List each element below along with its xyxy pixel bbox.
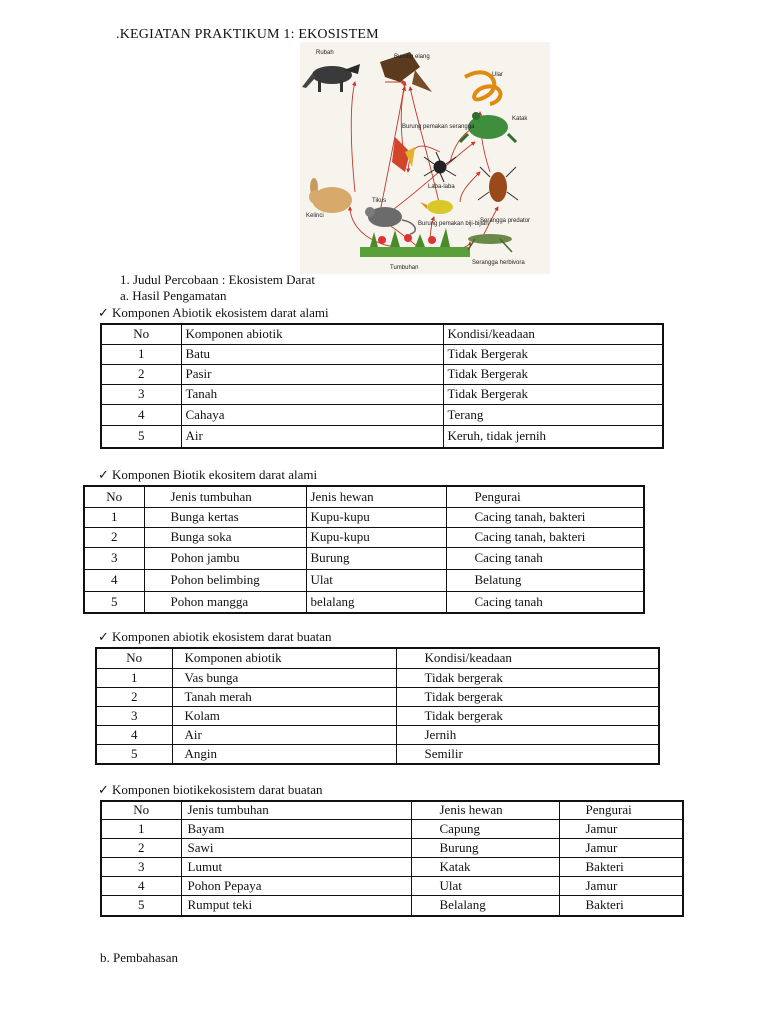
header-cell: Jenis tumbuhan [181, 801, 411, 819]
table-cell: Katak [411, 857, 559, 876]
food-web-diagram [300, 42, 550, 274]
table-cell: Kupu-kupu [306, 507, 446, 527]
table-row [101, 819, 683, 838]
table-cell: Angin [172, 744, 396, 764]
table-cell: 4 [101, 404, 181, 425]
table-header-row [96, 648, 659, 668]
table-abiotik-buatan [95, 647, 660, 765]
label-burung-elang: Burung elang [394, 54, 430, 60]
rat-illustration [365, 207, 415, 234]
table-cell: Tidak Bergerak [443, 364, 663, 384]
table-row [96, 706, 659, 725]
table-cell: Tidak Bergerak [443, 384, 663, 404]
section1-heading [98, 305, 329, 321]
table-cell: Belatung [446, 569, 644, 591]
table-cell: Cacing tanah [446, 547, 644, 569]
header-cell: Komponen abiotik [181, 324, 443, 344]
header-cell: No [96, 648, 172, 668]
table-cell: Keruh, tidak jernih [443, 425, 663, 448]
header-cell: Jenis hewan [306, 486, 446, 507]
table-cell: 1 [101, 344, 181, 364]
table-cell: Bakteri [559, 895, 683, 916]
table-row [101, 876, 683, 895]
section2-heading [98, 467, 317, 483]
table-cell: Bunga kertas [144, 507, 306, 527]
table-row [84, 527, 644, 547]
table-row [101, 895, 683, 916]
label-ular: Ular [492, 72, 504, 78]
header-cell: Jenis hewan [411, 801, 559, 819]
food-web-figure [300, 42, 550, 274]
label-laba-laba: Laba-laba [428, 184, 455, 190]
section2-heading-text: Komponen Biotik ekositem darat alami [112, 467, 318, 482]
label-rubah: Rubah [316, 50, 334, 56]
header-cell: No [101, 801, 181, 819]
table-row [96, 744, 659, 764]
plants-illustration [360, 228, 470, 257]
table-cell: 2 [101, 838, 181, 857]
table-row [84, 547, 644, 569]
table-cell: Tidak bergerak [396, 668, 659, 687]
checkmark-icon: ✓ [98, 782, 109, 797]
table-cell: Jamur [559, 876, 683, 895]
table-row [84, 569, 644, 591]
header-cell: No [84, 486, 144, 507]
pembahasan-heading: b. Pembahasan [100, 950, 178, 965]
table-cell: Tidak Bergerak [443, 344, 663, 364]
table-cell: Jernih [396, 725, 659, 744]
section3-heading-text: Komponen abiotik ekosistem darat buatan [112, 629, 332, 644]
grasshopper-illustration [468, 234, 512, 252]
table-cell: Pohon Pepaya [181, 876, 411, 895]
table-cell: 2 [96, 687, 172, 706]
table-cell: 1 [96, 668, 172, 687]
label-tikus: Tikus [372, 198, 387, 204]
table-cell: Terang [443, 404, 663, 425]
label-serangga-herbivora: Serangga herbivora [472, 260, 525, 266]
table-cell: 2 [101, 364, 181, 384]
table-cell: Tidak bergerak [396, 706, 659, 725]
table-cell: 5 [84, 591, 144, 613]
table-cell: 4 [84, 569, 144, 591]
table-cell: 3 [101, 384, 181, 404]
table-row [101, 838, 683, 857]
table-cell: 2 [84, 527, 144, 547]
table-row [84, 507, 644, 527]
table-cell: Ulat [306, 569, 446, 591]
header-cell: Komponen abiotik [172, 648, 396, 668]
table-cell: Bunga soka [144, 527, 306, 547]
predator-beetle-illustration [478, 167, 518, 202]
table-cell: Jamur [559, 838, 683, 857]
table-cell: 3 [84, 547, 144, 569]
table-cell: 3 [101, 857, 181, 876]
table-cell: Kupu-kupu [306, 527, 446, 547]
page-title: .KEGIATAN PRAKTIKUM 1: EKOSISTEM [116, 27, 379, 42]
label-kelinci: Kelinci [306, 213, 324, 219]
header-cell: Pengurai [446, 486, 644, 507]
section4-heading-text: Komponen biotikekosistem darat buatan [112, 782, 323, 797]
table-cell: 4 [101, 876, 181, 895]
label-serangga-predator: Serangga predator [480, 218, 531, 224]
section1-heading-text: Komponen Abiotik ekosistem darat alami [112, 305, 329, 320]
table-cell: Belalang [411, 895, 559, 916]
table-cell: Sawi [181, 838, 411, 857]
table-row [101, 364, 663, 384]
label-burung-pemakan-serangga: Burung pemakan serangga [402, 124, 475, 130]
table-cell: Pohon belimbing [144, 569, 306, 591]
table-cell: Burung [306, 547, 446, 569]
checkmark-icon: ✓ [98, 629, 109, 644]
table-row [101, 404, 663, 425]
table-cell: Burung [411, 838, 559, 857]
table-cell: Capung [411, 819, 559, 838]
seed-bird-illustration [420, 200, 453, 214]
header-cell: No [101, 324, 181, 344]
table-row [96, 725, 659, 744]
header-cell: Kondisi/keadaan [443, 324, 663, 344]
table-header-row [101, 801, 683, 819]
header-cell: Jenis tumbuhan [144, 486, 306, 507]
hasil-pengamatan: a. Hasil Pengamatan [120, 288, 227, 303]
table-row [101, 344, 663, 364]
checkmark-icon: ✓ [98, 305, 109, 320]
table-row [101, 384, 663, 404]
table-cell: Cacing tanah [446, 591, 644, 613]
table-cell: Pohon jambu [144, 547, 306, 569]
table-row [96, 668, 659, 687]
table-biotik-buatan [100, 800, 684, 917]
table-cell: 5 [101, 895, 181, 916]
table-biotik-alami [83, 485, 645, 614]
table-cell: Kolam [172, 706, 396, 725]
table-cell: 5 [96, 744, 172, 764]
table-cell: Jamur [559, 819, 683, 838]
table-cell: Rumput teki [181, 895, 411, 916]
table-cell: Batu [181, 344, 443, 364]
header-cell: Pengurai [559, 801, 683, 819]
table-cell: Air [181, 425, 443, 448]
table-row [84, 591, 644, 613]
table-row [96, 687, 659, 706]
table-cell: Tidak bergerak [396, 687, 659, 706]
table-cell: Bayam [181, 819, 411, 838]
table-cell: 1 [101, 819, 181, 838]
table-cell: Pohon mangga [144, 591, 306, 613]
table-cell: Cacing tanah, bakteri [446, 507, 644, 527]
insectivore-bird-illustration [392, 137, 415, 172]
label-katak: Katak [512, 116, 528, 122]
section4-heading [98, 782, 322, 798]
table-cell: Cacing tanah, bakteri [446, 527, 644, 547]
table-cell: Cahaya [181, 404, 443, 425]
table-header-row [84, 486, 644, 507]
table-abiotik-alami [100, 323, 664, 449]
table-cell: Tanah merah [172, 687, 396, 706]
checkmark-icon: ✓ [98, 467, 109, 482]
header-cell: Kondisi/keadaan [396, 648, 659, 668]
table-cell: 5 [101, 425, 181, 448]
table-row [101, 857, 683, 876]
table-cell: belalang [306, 591, 446, 613]
table-cell: Lumut [181, 857, 411, 876]
judul-percobaan: 1. Judul Percobaan : Ekosistem Darat [120, 272, 315, 287]
fox-illustration [302, 64, 360, 92]
table-cell: 1 [84, 507, 144, 527]
table-row [101, 425, 663, 448]
label-tumbuhan: Tumbuhan [390, 265, 419, 271]
table-cell: Pasir [181, 364, 443, 384]
rabbit-illustration [309, 178, 352, 213]
section3-heading [98, 629, 332, 645]
table-cell: Tanah [181, 384, 443, 404]
table-cell: Vas bunga [172, 668, 396, 687]
table-header-row [101, 324, 663, 344]
table-cell: Bakteri [559, 857, 683, 876]
table-cell: 3 [96, 706, 172, 725]
table-cell: Ulat [411, 876, 559, 895]
table-cell: 4 [96, 725, 172, 744]
table-cell: Semilir [396, 744, 659, 764]
label-burung-pemakan-biji: Burung pemakan biji-bijian [418, 221, 489, 227]
table-cell: Air [172, 725, 396, 744]
